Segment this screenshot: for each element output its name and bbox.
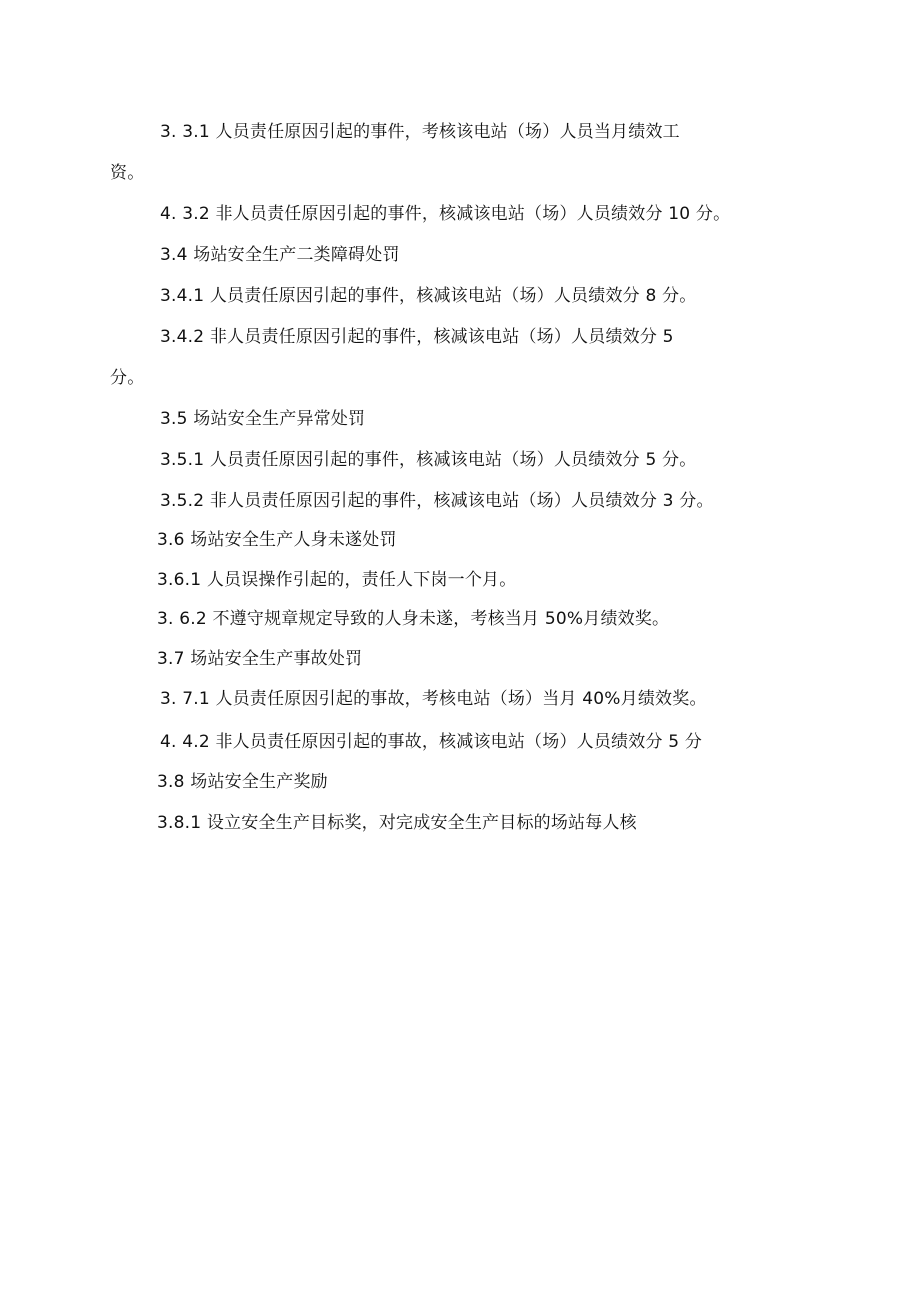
line-3-6-1: 3.6.1 人员误操作引起的，责任人下岗一个月。 — [157, 570, 517, 590]
line-3-3-1-cont: 资。 — [110, 163, 145, 183]
heading-3-4: 3.4 场站安全生产二类障碍处罚 — [160, 245, 400, 265]
line-3-3-1: 3. 3.1 人员责任原因引起的事件，考核该电站（场）人员当月绩效工 — [160, 122, 680, 142]
line-3-4-1: 3.4.1 人员责任原因引起的事件，核减该电站（场）人员绩效分 8 分。 — [160, 286, 697, 306]
heading-3-8: 3.8 场站安全生产奖励 — [157, 772, 328, 792]
line-4-4-2: 4. 4.2 非人员责任原因引起的事故，核减该电站（场）人员绩效分 5 分 — [160, 732, 703, 752]
line-3-7-1: 3. 7.1 人员责任原因引起的事故，考核电站（场）当月 40%月绩效奖。 — [160, 689, 707, 709]
line-3-4-2-cont: 分。 — [110, 368, 145, 388]
line-3-5-1: 3.5.1 人员责任原因引起的事件，核减该电站（场）人员绩效分 5 分。 — [160, 450, 697, 470]
line-3-6-2: 3. 6.2 不遵守规章规定导致的人身未遂，考核当月 50%月绩效奖。 — [157, 609, 670, 629]
line-3-4-2: 3.4.2 非人员责任原因引起的事件，核减该电站（场）人员绩效分 5 — [160, 327, 674, 347]
heading-3-5: 3.5 场站安全生产异常处罚 — [160, 409, 366, 429]
line-3-3-2: 4. 3.2 非人员责任原因引起的事件，核减该电站（场）人员绩效分 10 分。 — [160, 204, 731, 224]
heading-3-7: 3.7 场站安全生产事故处罚 — [157, 649, 363, 669]
line-3-5-2: 3.5.2 非人员责任原因引起的事件，核减该电站（场）人员绩效分 3 分。 — [160, 491, 714, 511]
heading-3-6: 3.6 场站安全生产人身未遂处罚 — [157, 530, 397, 550]
line-3-8-1: 3.8.1 设立安全生产目标奖，对完成安全生产目标的场站每人核 — [157, 813, 637, 833]
